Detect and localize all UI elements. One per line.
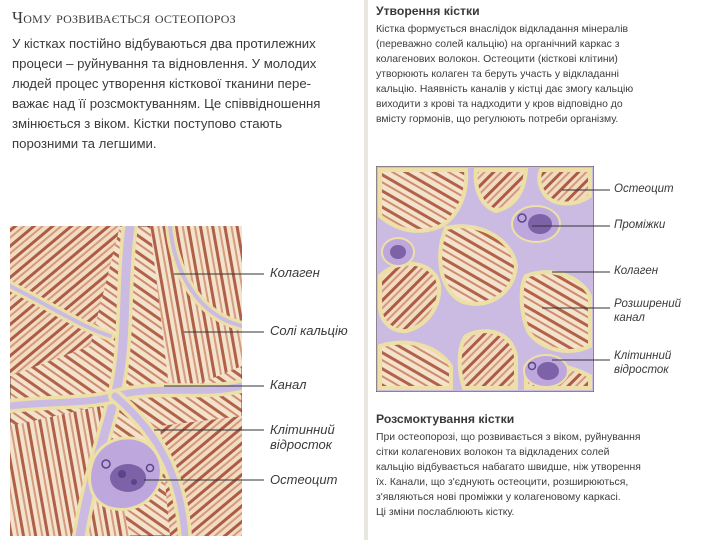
label-osteocyte-right: Остеоцит [614, 183, 674, 195]
resorption-paragraph [376, 430, 710, 520]
label-cell-process-right [614, 350, 671, 377]
label-calcium-salts: Солі кальцію [270, 323, 348, 338]
page-gutter [364, 0, 368, 540]
label-canal: Канал [270, 377, 307, 392]
left-leader-lines [134, 260, 266, 490]
formation-paragraph [376, 22, 710, 127]
label-cell-process-line2: відросток [270, 437, 332, 452]
label-widened-canal-line2: канал [614, 311, 645, 324]
resorption-line: Ці зміни послаблюють кістку. [376, 507, 515, 518]
label-cell-process [270, 422, 335, 452]
intro-line: людей процес утворення кісткової тканини пере- [12, 76, 312, 91]
formation-line: кальцію. Наявність каналів у кістці дає змогу кальцію [376, 84, 634, 95]
label-widened-canal [614, 298, 681, 325]
intro-paragraph [12, 34, 360, 154]
formation-line: Кістка формується внаслідок відкладання мінералів [376, 24, 629, 35]
formation-heading: Утворення кістки [376, 4, 480, 18]
intro-line: змінюється з віком. Кістки поступово стають [12, 116, 283, 131]
label-collagen: Колаген [270, 265, 320, 280]
formation-line: колагенових волокон. Остеоцити (кісткові клітини) [376, 54, 618, 65]
intro-line: порозними та легшими. [12, 136, 157, 151]
resorption-line: з'являються нові проміжки у колагеновому каркасі. [376, 492, 621, 503]
right-page [372, 0, 712, 540]
label-collagen-right: Колаген [614, 265, 659, 277]
label-osteocyte: Остеоцит [270, 472, 338, 487]
formation-line: вмісту гормонів, що регулюють потреби організму. [376, 114, 619, 125]
formation-line: утворюють колаген та беруть участь у відкладанні [376, 69, 619, 80]
intro-line: важає над її розсмоктуванням. Це співвідношення [12, 96, 321, 111]
page-title: Чому розвивається остеопороз [12, 8, 236, 27]
intro-line: У кістках постійно відбуваються два протилежних [12, 36, 316, 51]
resorption-line: сітки колагенових волокон та відкладених солей [376, 447, 610, 458]
label-cell-process-line1: Клітинний [270, 422, 335, 437]
resorption-line: їх. Канали, що з'єднують остеоцити, розширюються, [376, 477, 629, 488]
formation-line: виходити з крові та надходити у кров відповідно до [376, 99, 623, 110]
intro-line: процеси – руйнування та відновлення. У молодих [12, 56, 317, 71]
resorption-line: При остеопорозі, що розвивається з віком, руйнування [376, 432, 641, 443]
osteocyte-cell-left [382, 238, 414, 266]
label-gaps: Проміжки [614, 219, 666, 231]
label-cell-process-right-line2: відросток [614, 363, 669, 376]
formation-line: (переважно солей кальцію) на органічний каркас з [376, 39, 620, 50]
right-leader-lines [522, 180, 612, 380]
resorption-line: кальцію відбувається набагато швидше, ніж утворення [376, 462, 641, 473]
left-page [4, 0, 360, 540]
label-cell-process-right-line1: Клітинний [614, 350, 672, 362]
label-widened-canal-line1: Розширений [614, 298, 682, 310]
resorption-heading: Розсмоктування кістки [376, 412, 515, 426]
